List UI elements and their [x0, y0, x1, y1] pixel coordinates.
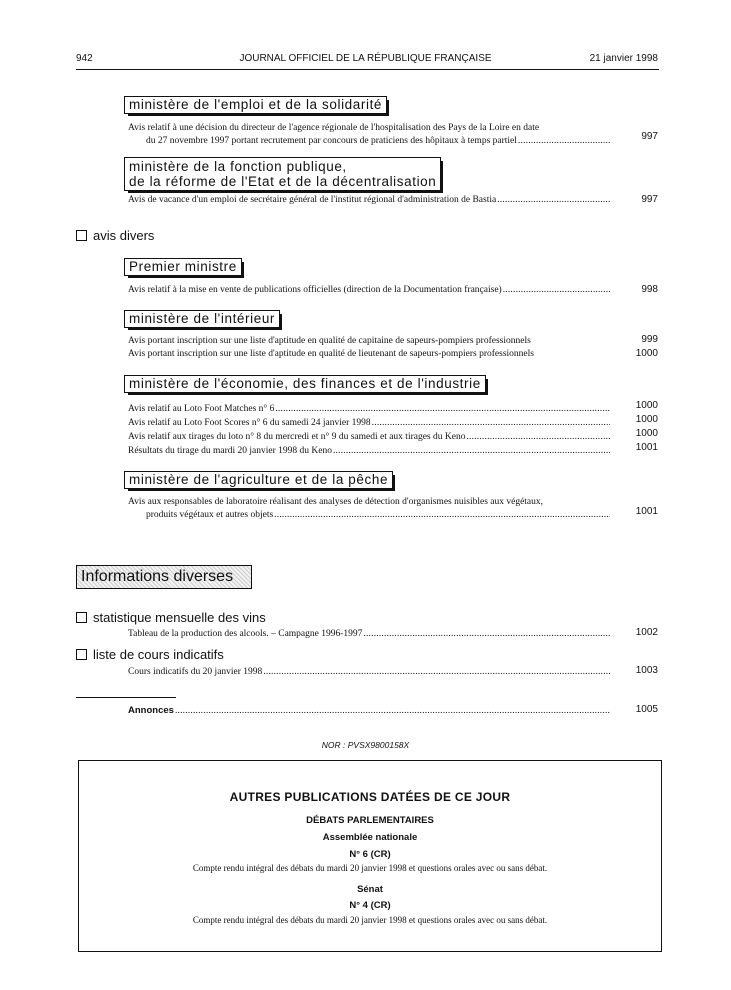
nor-reference: NOR : PVSX9800158X [321, 740, 410, 750]
section-box-emploi: ministère de l'emploi et de la solidarité [124, 96, 387, 114]
entry-line: Avis relatif à la mise en vente de publications officielles (direction de la Documentation française) [128, 285, 502, 295]
toc-entry [128, 496, 610, 521]
entry-line: Avis relatif au Loto Foot Scores n° 6 du samedi 24 janvier 1998 [128, 418, 371, 428]
page-ref: 998 [641, 284, 658, 295]
checkbox-icon [76, 612, 87, 623]
section-box-agriculture: ministère de l'agriculture et de la pêche [124, 471, 393, 489]
entry-line: Avis relatif à une décision du directeur de l'agence régionale de l'hospitalisation des Pays de la Loire en date [128, 123, 540, 133]
section-label: avis divers [93, 228, 155, 243]
page-ref: 1000 [635, 348, 658, 359]
assemblee-name: Assemblée nationale [322, 832, 418, 843]
entry-line: Avis aux responsables de laboratoire réalisant des analyses de détection d'organismes nuisibles aux végétaux, [128, 497, 544, 507]
section-box-interieur: ministère de l'intérieur [124, 310, 280, 328]
entry-line: Avis relatif au Loto Foot Matches n° 6 [128, 404, 275, 414]
checkbox-icon [76, 230, 87, 241]
autres-publications-box [78, 760, 662, 952]
debats-subtitle: DÉBATS PARLEMENTAIRES [306, 815, 434, 826]
entry-line: Avis portant inscription sur une liste d'aptitude en qualité de capitaine de sapeurs-pompiers professionnels [128, 336, 531, 346]
page-ref: 999 [641, 334, 658, 345]
toc-entry [128, 628, 610, 641]
assemblee-number: N° 6 (CR) [349, 849, 391, 860]
entry-line: produits végétaux et autres objets [146, 509, 274, 520]
senat-description: Compte rendu intégral des débats du mardi 20 janvier 1998 et questions orales avec ou sans débat. [192, 915, 548, 925]
toc-entry [128, 705, 610, 718]
autres-publications-title: AUTRES PUBLICATIONS DATÉES DE CE JOUR [229, 790, 511, 804]
section-box-premier-ministre: Premier ministre [124, 258, 242, 276]
entry-line: Avis relatif aux tirages du loto n° 8 du mercredi et n° 9 du samedi et aux tirages du Keno [128, 432, 466, 442]
entry-line: Résultats du tirage du mardi 20 janvier 1998 du Keno [128, 446, 332, 456]
toc-entry [128, 402, 610, 458]
section-box-line: ministère de la fonction publique, [129, 159, 347, 174]
toc-entry [128, 666, 610, 679]
page-ref: 1003 [635, 665, 658, 676]
section-box-line: de la réforme de l'Etat et de la décentralisation [129, 174, 437, 189]
entry-line: Tableau de la production des alcools. – Campagne 1996-1997 [128, 629, 363, 639]
assemblee-description: Compte rendu intégral des débats du mardi 20 janvier 1998 et questions orales avec ou sans débat. [192, 863, 548, 873]
annonces-rule [76, 697, 176, 698]
page-ref: 997 [641, 194, 658, 205]
section-label: statistique mensuelle des vins [93, 610, 266, 625]
section-heading-avis-divers [76, 228, 154, 243]
entry-line: Avis de vacance d'un emploi de secrétaire général de l'institut régional d'administration de Bastia [128, 195, 497, 205]
header-rule [76, 69, 659, 70]
toc-entry [128, 284, 610, 297]
page-ref: 1000 [635, 400, 658, 411]
annonces-label: Annonces [128, 705, 174, 716]
informations-diverses-banner: Informations diverses [76, 565, 252, 589]
page-ref: 1002 [635, 627, 658, 638]
section-box-economie: ministère de l'économie, des finances et de l'industrie [124, 375, 486, 393]
toc-entry [128, 122, 610, 147]
entry-line: du 27 novembre 1997 portant recrutement par concours de praticiens des hôpitaux à temps partiel [146, 135, 517, 146]
section-heading-cours [76, 647, 224, 662]
journal-title: JOURNAL OFFICIEL DE LA RÉPUBLIQUE FRANÇAISE [239, 53, 492, 64]
section-label: liste de cours indicatifs [93, 647, 224, 662]
entry-line: Cours indicatifs du 20 janvier 1998 [128, 667, 263, 677]
senat-number: N° 4 (CR) [349, 900, 391, 911]
section-heading-statistique [76, 610, 266, 625]
issue-date: 21 janvier 1998 [589, 53, 658, 64]
page-ref: 997 [641, 131, 658, 142]
page-ref: 1001 [635, 442, 658, 453]
toc-entry [128, 194, 610, 207]
page-ref: 1000 [635, 428, 658, 439]
page-ref: 1000 [635, 414, 658, 425]
senat-name: Sénat [357, 884, 383, 895]
checkbox-icon [76, 649, 87, 660]
page-ref: 1001 [635, 506, 658, 517]
toc-entry [128, 335, 610, 360]
page-ref: 1005 [635, 704, 658, 715]
entry-line: Avis portant inscription sur une liste d'aptitude en qualité de lieutenant de sapeurs-pompiers professionnels [128, 348, 534, 359]
page-number: 942 [76, 53, 93, 64]
section-box-fonction-publique [124, 157, 441, 191]
